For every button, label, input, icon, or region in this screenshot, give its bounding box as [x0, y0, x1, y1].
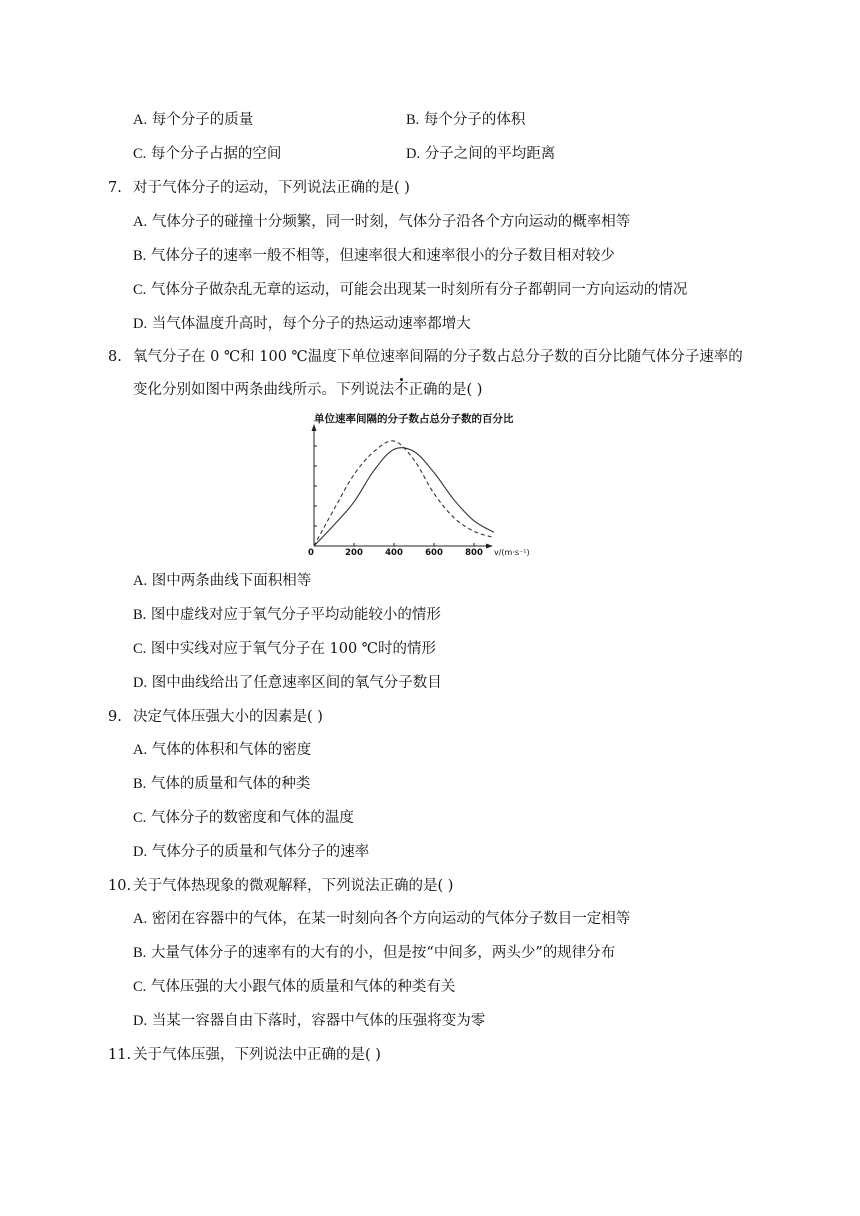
- option-a: A. 气体分子的碰撞十分频繁，同一时刻，气体分子沿各个方向运动的概率相等: [133, 214, 631, 230]
- y-axis-arrow: [312, 424, 317, 431]
- chart-title: 单位速率间隔的分子数占总分子数的百分比: [314, 413, 514, 425]
- x-axis-arrow: [486, 544, 493, 549]
- option-c: C. 图中实线对应于氧气分子在 100 ℃时的情形: [133, 641, 437, 657]
- question-number: 7.: [108, 180, 122, 196]
- option-b: B. 大量气体分子的速率有的大有的小，但是按“中间多，两头少”的规律分布: [133, 945, 616, 961]
- option-b: B. 气体分子的速率一般不相等，但速率很大和速率很小的分子数目相对较少: [133, 248, 615, 264]
- option-d: D. 当气体温度升高时，每个分子的热运动速率都增大: [133, 316, 471, 332]
- x-tick-label: 400: [385, 548, 403, 558]
- question-number: 10.: [108, 878, 132, 894]
- question-number: 9.: [108, 709, 122, 725]
- x-tick-label: 600: [425, 548, 443, 558]
- x-tick-label: 0: [308, 548, 314, 558]
- option-b: B. 图中虚线对应于氧气分子平均动能较小的情形: [133, 607, 441, 623]
- option-c: C. 气体分子做杂乱无章的运动，可能会出现某一时刻所有分子都朝同一方向运动的情况: [133, 282, 688, 298]
- question-stem: 对于气体分子的运动，下列说法正确的是( ): [133, 180, 410, 196]
- option-b: B. 每个分子的体积: [406, 112, 526, 128]
- option-c: C. 气体分子的数密度和气体的温度: [133, 810, 354, 826]
- option-c: C. 气体压强的大小跟气体的质量和气体的种类有关: [133, 979, 456, 995]
- question-stem-line1: 氧气分子在 0 ℃和 100 ℃温度下单位速率间隔的分子数占总分子数的百分比随气体分子速率的: [133, 349, 743, 365]
- option-d: D. 图中曲线给出了任意速率区间的氧气分子数目: [133, 675, 442, 691]
- option-b: B. 气体的质量和气体的种类: [133, 776, 311, 792]
- question-number: 8.: [108, 349, 122, 365]
- question-stem: 决定气体压强大小的因素是( ): [133, 709, 323, 725]
- dashed-curve: [314, 441, 494, 546]
- question-stem: 关于气体压强，下列说法中正确的是( ): [133, 1047, 381, 1063]
- option-c: C. 每个分子占据的空间: [133, 146, 282, 162]
- x-tick-label: 800: [465, 548, 483, 558]
- option-a: A. 密闭在容器中的气体，在某一时刻向各个方向运动的气体分子数目一定相等: [133, 911, 631, 927]
- option-a: A. 气体的体积和气体的密度: [133, 742, 312, 758]
- question-stem: 关于气体热现象的微观解释，下列说法正确的是( ): [133, 878, 454, 894]
- option-a: A. 每个分子的质量: [133, 112, 254, 128]
- question-number: 11.: [108, 1047, 132, 1063]
- emphasis-dot-text: 不: [394, 382, 409, 398]
- option-d: D. 分子之间的平均距离: [406, 146, 556, 162]
- x-axis-label: v/(m·s⁻¹): [494, 548, 530, 557]
- question-stem-line2: 变化分别如图中两条曲线所示。下列说法不正确的是( ): [133, 382, 483, 398]
- option-a: A. 图中两条曲线下面积相等: [133, 573, 312, 589]
- speed-distribution-chart: [300, 406, 540, 558]
- option-d: D. 气体分子的质量和气体分子的速率: [133, 844, 370, 860]
- option-d: D. 当某一容器自由下落时，容器中气体的压强将变为零: [133, 1013, 486, 1029]
- x-tick-label: 200: [345, 548, 363, 558]
